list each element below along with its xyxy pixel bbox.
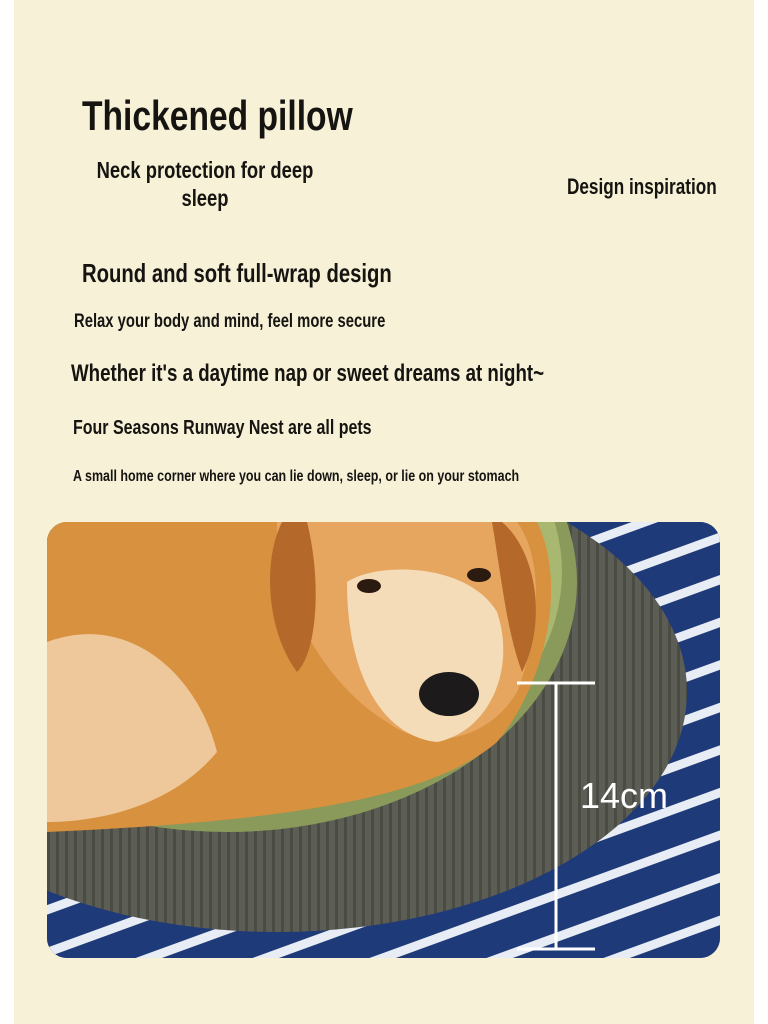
subheading-line: Neck protection for deep: [96, 157, 314, 183]
line-2: Whether it's a daytime nap or sweet dreams at night~: [71, 360, 545, 387]
dog-in-bed-image: [47, 522, 720, 958]
line-3: Four Seasons Runway Nest are all pets: [73, 416, 372, 439]
subheading: [60, 156, 350, 212]
dimension-label: 14cm: [580, 775, 669, 816]
section-title: Round and soft full-wrap design: [82, 258, 392, 288]
line-1: Relax your body and mind, feel more secure: [74, 311, 386, 332]
product-photo: [47, 522, 720, 958]
subheading-line: sleep: [181, 185, 229, 211]
design-inspiration-label: Design inspiration: [567, 174, 717, 199]
line-4: A small home corner where you can lie down, sleep, or lie on your stomach: [73, 468, 520, 485]
heading: Thickened pillow: [82, 92, 353, 139]
